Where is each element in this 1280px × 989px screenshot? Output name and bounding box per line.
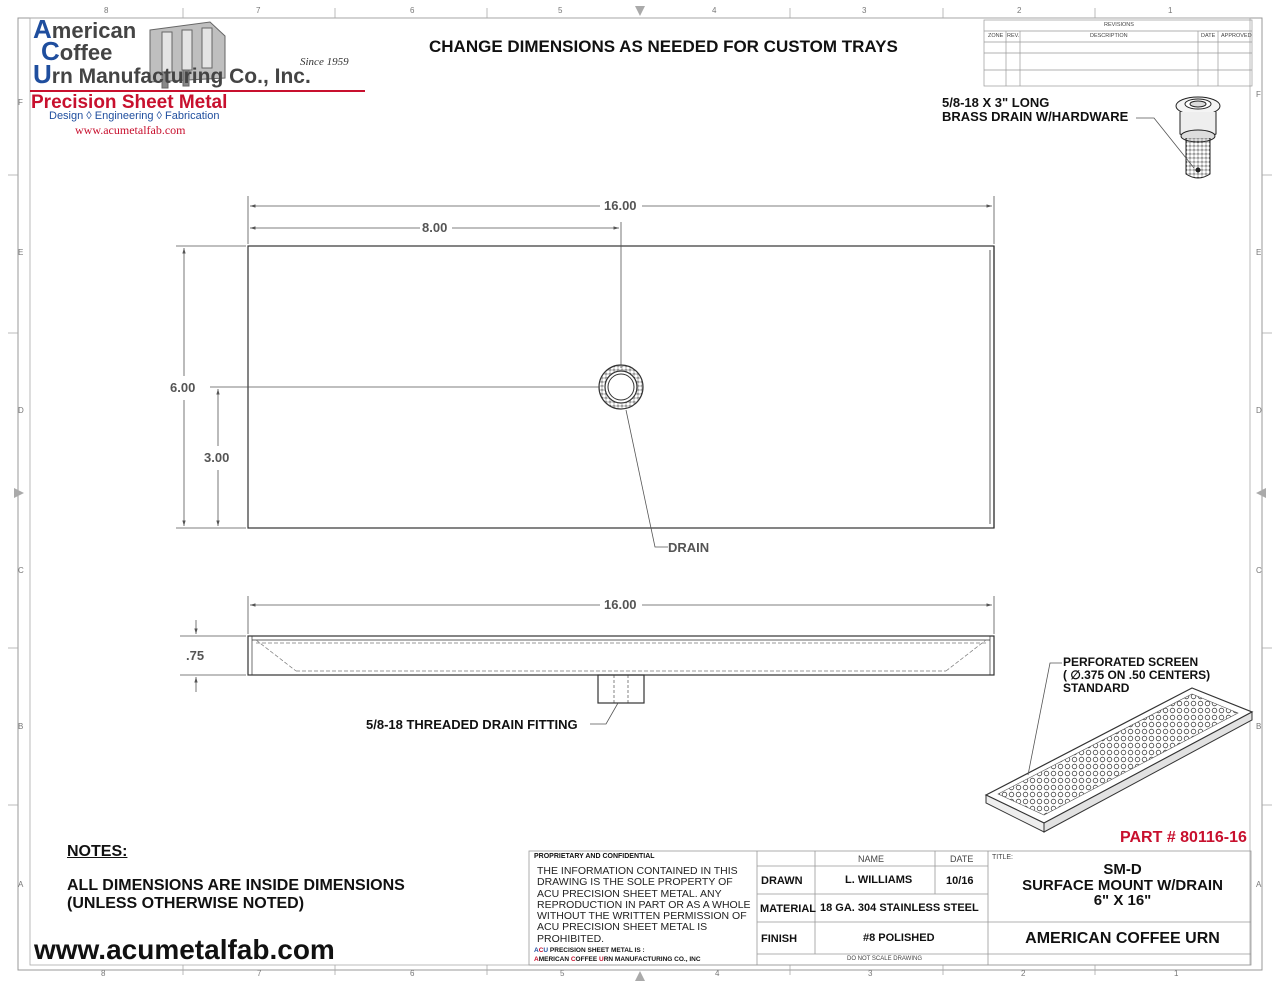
drawing-title-line: 6" X 16": [1093, 892, 1152, 909]
zone-label: 7: [257, 969, 262, 978]
prop-line: THE INFORMATION CONTAINED IN THIS: [537, 865, 738, 877]
prop-line: ACU PRECISION SHEET METAL IS: [537, 921, 708, 934]
part-number: PART # 80116-16: [1120, 829, 1247, 846]
drain-label: DRAIN: [668, 540, 710, 555]
logo-word: rn Manufacturing Co., Inc.: [51, 65, 311, 88]
zone-label: D: [18, 406, 24, 415]
side-view-hidden: [256, 640, 986, 671]
prop-line: PROHIBITED.: [537, 932, 605, 945]
acu-initial: A: [534, 947, 539, 954]
zone-label: 6: [410, 6, 415, 15]
acu-text: RN MANUFACTURING CO., INC: [603, 956, 701, 963]
website-url: www.acumetalfab.com: [34, 934, 335, 965]
logo-word: offee: [59, 40, 113, 65]
zone-label: C: [1256, 566, 1262, 575]
screen-callout: [1063, 656, 1210, 695]
dim-top-half: 8.00: [422, 220, 448, 235]
side-dimension-lines: [180, 596, 994, 724]
drawing-title: [990, 862, 1255, 909]
revisions-col: DATE: [1201, 33, 1216, 39]
logo-since: Since 1959: [300, 56, 349, 68]
logo-word: merican: [51, 18, 137, 43]
zone-label: 6: [410, 969, 415, 978]
acu-initial: C: [570, 956, 576, 963]
zone-label: C: [18, 566, 24, 575]
company-name: AMERICAN COFFEE URN: [1025, 930, 1220, 947]
drawn-name: L. WILLIAMS: [845, 874, 913, 886]
zone-label: 4: [712, 6, 717, 15]
zone-label: A: [1256, 880, 1262, 889]
drawing-title-line: SURFACE MOUNT W/DRAIN: [1022, 876, 1223, 894]
acu-initial: C: [538, 947, 544, 954]
page-title: CHANGE DIMENSIONS AS NEEDED FOR CUSTOM TRAYS: [429, 37, 898, 56]
zone-label: 7: [256, 6, 261, 15]
zone-label: 2: [1021, 969, 1026, 978]
acu-text: MERICAN: [538, 956, 571, 963]
revisions-col: DESCRIPTION: [1090, 33, 1128, 39]
notes-line: (UNLESS OTHERWISE NOTED): [67, 895, 305, 912]
zone-label: 1: [1174, 969, 1179, 978]
notes-line: ALL DIMENSIONS ARE INSIDE DIMENSIONS: [67, 877, 405, 894]
drawn-date: 10/16: [946, 875, 974, 887]
zone-label: 2: [1017, 6, 1022, 15]
zone-label: 3: [862, 6, 867, 15]
zone-label: D: [1256, 406, 1262, 415]
zone-label: 5: [560, 969, 565, 978]
acu-footer: [534, 956, 701, 963]
zone-label: 8: [104, 6, 109, 15]
revisions-col: REV.: [1007, 33, 1020, 39]
revisions-col: APPROVED: [1221, 33, 1252, 39]
title-label: TITLE:: [992, 854, 1014, 861]
acu-text: OFFEE: [575, 956, 600, 963]
acu-initial: U: [543, 947, 549, 954]
zone-ticks: [8, 8, 1272, 975]
threaded-fitting-callout: 5/8-18 THREADED DRAIN FITTING: [366, 717, 578, 732]
zone-label: 8: [101, 969, 106, 978]
prop-heading: PROPRIETARY AND CONFIDENTIAL: [534, 853, 655, 860]
revisions-title: REVISIONS: [1104, 22, 1134, 28]
callout-line: PERFORATED SCREEN: [1063, 655, 1199, 669]
outer-border: [18, 18, 1262, 970]
drain-hole: [599, 365, 643, 409]
material-value: 18 GA. 304 STAINLESS STEEL: [820, 902, 979, 914]
callout-line: 5/8-18 X 3" LONG: [942, 95, 1050, 110]
logo-initial: C: [41, 36, 60, 66]
zone-label: E: [18, 248, 24, 257]
perforated-screen-illustration: [986, 688, 1252, 832]
revisions-col: ZONE: [988, 33, 1004, 39]
logo-initial: A: [33, 14, 52, 44]
acu-initial: A: [534, 956, 539, 963]
callout-line: STANDARD: [1063, 681, 1130, 695]
inner-border: [30, 18, 1250, 965]
revisions-table-lines: [984, 20, 1252, 86]
zone-label: 1: [1168, 6, 1173, 15]
brass-drain-illustration: [1176, 97, 1220, 178]
date-header: DATE: [950, 854, 974, 864]
logo-initial: U: [33, 59, 52, 89]
zone-label: A: [18, 880, 24, 889]
dim-top-length: 16.00: [604, 198, 637, 213]
dim-half-height: 3.00: [204, 450, 230, 465]
zone-label: 5: [558, 6, 563, 15]
finish-label: FINISH: [761, 933, 798, 945]
prop-line: ACU PRECISION SHEET METAL. ANY: [537, 887, 722, 900]
dim-side-length: 16.00: [604, 597, 637, 612]
notes-heading: NOTES:: [67, 843, 128, 860]
zone-label: 3: [868, 969, 873, 978]
acu-initial: U: [599, 956, 604, 963]
callout-line: ( ∅.375 ON .50 CENTERS): [1063, 668, 1211, 682]
zone-label: B: [1256, 722, 1262, 731]
zone-label: F: [1256, 90, 1261, 99]
prop-line: WITHOUT THE WRITTEN PERMISSION OF: [537, 910, 747, 923]
logo-division: Precision Sheet Metal: [31, 92, 228, 113]
top-dimension-lines: [176, 196, 994, 547]
logo-services: Design ◊ Engineering ◊ Fabrication: [49, 110, 220, 122]
side-view: [248, 636, 994, 703]
do-not-scale-note: DO NOT SCALE DRAWING: [847, 956, 923, 962]
dim-height: 6.00: [170, 380, 196, 395]
name-header: NAME: [858, 854, 885, 864]
drawing-title-line: SM-D: [1103, 861, 1142, 878]
zone-label: F: [18, 98, 23, 107]
zone-label: E: [1256, 248, 1262, 257]
callout-line: BRASS DRAIN W/HARDWARE: [942, 109, 1129, 124]
dim-depth: .75: [186, 648, 205, 663]
finish-value: #8 POLISHED: [863, 932, 935, 944]
prop-notice: [537, 866, 751, 945]
acu-label: [534, 947, 645, 954]
centering-marks: [14, 6, 1266, 981]
prop-line: REPRODUCTION IN PART OR AS A WHOLE: [537, 898, 751, 911]
zone-label: B: [18, 722, 24, 731]
zone-label: 4: [715, 969, 720, 978]
drain-hardware-callout: [942, 96, 1128, 124]
prop-line: DRAWING IS THE SOLE PROPERTY OF: [537, 876, 733, 889]
acu-text: PRECISION SHEET METAL IS :: [548, 947, 645, 954]
logo-line-urn: [33, 59, 311, 89]
material-label: MATERIAL: [760, 903, 817, 915]
drawn-label: DRAWN: [761, 875, 803, 887]
logo-url: www.acumetalfab.com: [75, 123, 186, 137]
